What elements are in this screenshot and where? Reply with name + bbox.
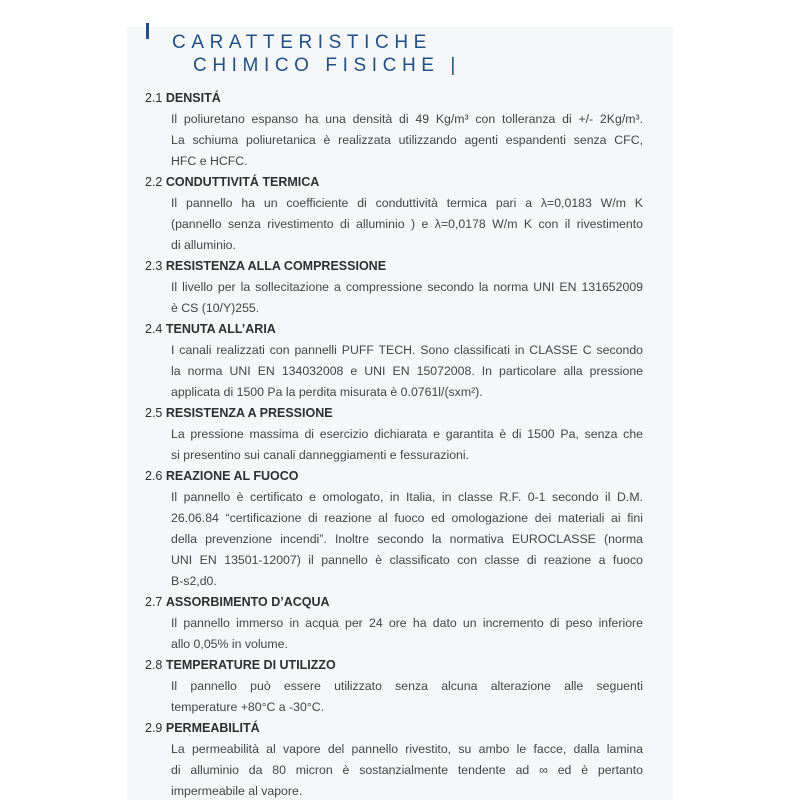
section-heading: [145, 403, 643, 424]
section-heading: [145, 592, 643, 613]
section-number: 2.5: [145, 406, 163, 420]
section-title: TENUTA ALL’ARIA: [165, 322, 276, 336]
section-body-line: applicata di 1500 Pa la perdita misurata è 0.0761l/(sxm²).: [171, 385, 483, 399]
section: [145, 256, 643, 319]
section-body-line: Il pannello immerso in acqua per 24 ore ha dato un incremento di peso inferiore: [171, 616, 643, 630]
page-title: [172, 31, 461, 77]
section-body-line: Il pannello è certificato e omologato, in Italia, in classe R.F. 0-1 secondo il D.M.: [171, 490, 643, 504]
section-number: 2.4: [145, 322, 163, 336]
section-body-line: Il pannello ha un coefficiente di conduttività termica pari a λ=0,0183 W/m K: [171, 196, 643, 210]
section-body-line: UNI EN 13501-12007) il pannello è classificato con classe di reazione a fuoco: [171, 553, 643, 567]
section: [145, 403, 643, 466]
section-body-line: di alluminio da 80 micron è sostanzialmente tendente ad ∞ ed è pertanto: [171, 763, 643, 777]
section-body-line: B-s2,d0.: [171, 574, 217, 588]
section: [145, 718, 643, 802]
section-body-line: La permeabilità al vapore del pannello rivestito, su ambo le facce, dalla lamina: [171, 742, 643, 756]
section-body-line: (pannello senza rivestimento di alluminio ) e λ=0,0178 W/m K con il rivestimento: [171, 217, 643, 231]
section: [145, 172, 643, 256]
section-heading: [145, 256, 643, 277]
section: [145, 88, 643, 172]
section-body-line: la norma UNI EN 134032008 e UNI EN 15072008. In particolare alla pressione: [171, 364, 643, 378]
section-body-line: Il livello per la sollecitazione a compressione secondo la norma UNI EN 131652009: [171, 280, 643, 294]
section-title: TEMPERATURE DI UTILIZZO: [165, 658, 336, 672]
section-number: 2.6: [145, 469, 163, 483]
section-body-line: di alluminio.: [171, 238, 236, 252]
section: [145, 592, 643, 655]
section-number: 2.8: [145, 658, 163, 672]
section-body-line: temperature +80°C a -30°C.: [171, 700, 325, 714]
section-body-line: della prevenzione incendi”. Inoltre secondo la normativa EUROCLASSE (norma: [171, 532, 643, 546]
page-title-line-1: CARATTERISTICHE: [172, 31, 432, 53]
page-title-line-2: CHIMICO FISICHE |: [193, 54, 461, 76]
section: [145, 655, 643, 718]
section-number: 2.1: [145, 91, 163, 105]
section-heading: [145, 655, 643, 676]
section-heading: [145, 466, 643, 487]
section: [145, 319, 643, 403]
section-body-line: La schiuma poliuretanica è realizzata utilizzando agenti espandenti senza CFC,: [171, 133, 643, 147]
section-body-line: Il pannello può essere utilizzato senza alcuna alterazione alle seguenti: [171, 679, 643, 693]
section-title: CONDUTTIVITÁ TERMICA: [165, 175, 320, 189]
section-body-line: è CS (10/Y)255.: [171, 301, 260, 315]
section-body-line: allo 0,05% in volume.: [171, 637, 288, 651]
section-body-line: I canali realizzati con pannelli PUFF TECH. Sono classificati in CLASSE C secondo: [171, 343, 643, 357]
section: [145, 466, 643, 592]
section-title: REAZIONE AL FUOCO: [165, 469, 299, 483]
section-title: ASSORBIMENTO D’ACQUA: [165, 595, 330, 609]
section-body-line: 26.06.84 “certificazione di reazione al fuoco ed omologazione dei materiali ai fini: [171, 511, 643, 525]
section-number: 2.7: [145, 595, 163, 609]
section-number: 2.2: [145, 175, 163, 189]
section-heading: [145, 172, 643, 193]
section-heading: [145, 88, 643, 109]
section-number: 2.9: [145, 721, 163, 735]
section-heading: [145, 319, 643, 340]
section-body-line: Il poliuretano espanso ha una densità di 49 Kg/m³ con tolleranza di +/- 2Kg/m³.: [171, 112, 643, 126]
section-body-line: HFC e HCFC.: [171, 154, 248, 168]
section-title: PERMEABILITÁ: [165, 721, 260, 735]
sections-list: [145, 88, 643, 802]
section-title: DENSITÁ: [165, 91, 221, 105]
section-body-line: impermeabile al vapore.: [171, 784, 303, 798]
section-heading: [145, 718, 643, 739]
section-body-line: La pressione massima di esercizio dichiarata e garantita è di 1500 Pa, senza che: [171, 427, 643, 441]
section-body-line: si presentino sui canali danneggiamenti e fessurazioni.: [171, 448, 470, 462]
section-number: 2.3: [145, 259, 163, 273]
section-title: RESISTENZA A PRESSIONE: [165, 406, 333, 420]
section-title: RESISTENZA ALLA COMPRESSIONE: [165, 259, 387, 273]
title-accent-bar: [146, 23, 149, 39]
